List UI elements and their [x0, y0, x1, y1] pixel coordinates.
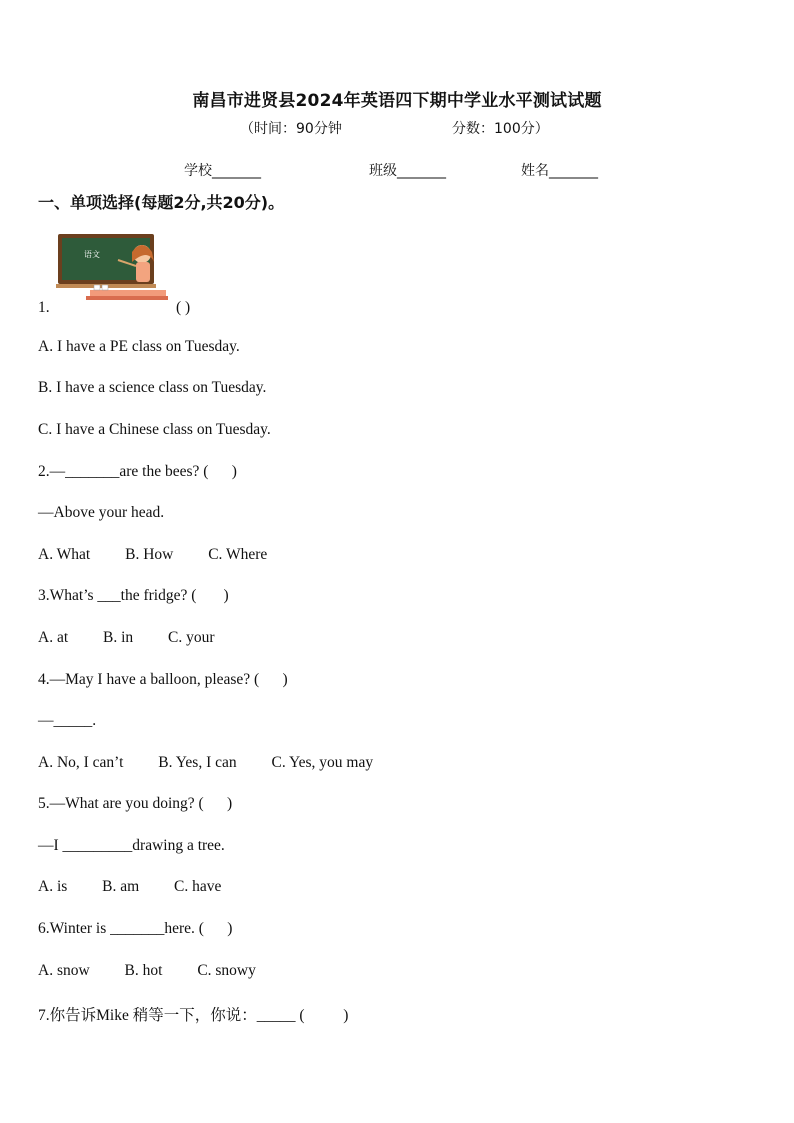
q7-question: 7.你告诉Mike 稍等一下，你说：_____ ( ) — [38, 1007, 349, 1024]
q5-options: A. is B. am C. have — [38, 878, 222, 895]
exam-score: 分数：100分） — [452, 121, 549, 137]
name-field[interactable]: 姓名_______ — [521, 163, 598, 179]
exam-time: （时间：90分钟 — [240, 121, 342, 137]
q4-response: —_____. — [38, 712, 97, 729]
q6-options: A. snow B. hot C. snowy — [38, 962, 256, 979]
q2-options: A. What B. How C. Where — [38, 546, 268, 563]
class-field[interactable]: 班级_______ — [369, 163, 446, 179]
q1-number: 1. — [38, 299, 50, 316]
q6-question: 6.Winter is _______here. ( ) — [38, 920, 233, 937]
q1-option-b: B. I have a science class on Tuesday. — [38, 379, 267, 396]
q3-options: A. at B. in C. your — [38, 629, 215, 646]
q1-answer-blank[interactable]: ( ) — [176, 299, 191, 316]
q2-question: 2.—_______are the bees? ( ) — [38, 463, 237, 480]
q5-question: 5.—What are you doing? ( ) — [38, 795, 233, 812]
teacher-blackboard-illustration — [56, 232, 168, 310]
section-heading: 一、单项选择(每题2分,共20分)。 — [38, 193, 285, 212]
board-text: 语文 — [84, 250, 100, 259]
q2-response: —Above your head. — [38, 504, 165, 521]
page-title: 南昌市进贤县2024年英语四下期中学业水平测试试题 — [192, 91, 602, 111]
q4-options: A. No, I can’t B. Yes, I can C. Yes, you may — [38, 754, 374, 771]
q5-response: —I _________drawing a tree. — [38, 837, 225, 854]
q4-question: 4.—May I have a balloon, please? ( ) — [38, 671, 288, 688]
school-field[interactable]: 学校_______ — [184, 163, 261, 179]
q1-option-a: A. I have a PE class on Tuesday. — [38, 338, 240, 355]
q1-option-c: C. I have a Chinese class on Tuesday. — [38, 421, 271, 438]
q3-question: 3.What’s ___the fridge? ( ) — [38, 587, 229, 604]
